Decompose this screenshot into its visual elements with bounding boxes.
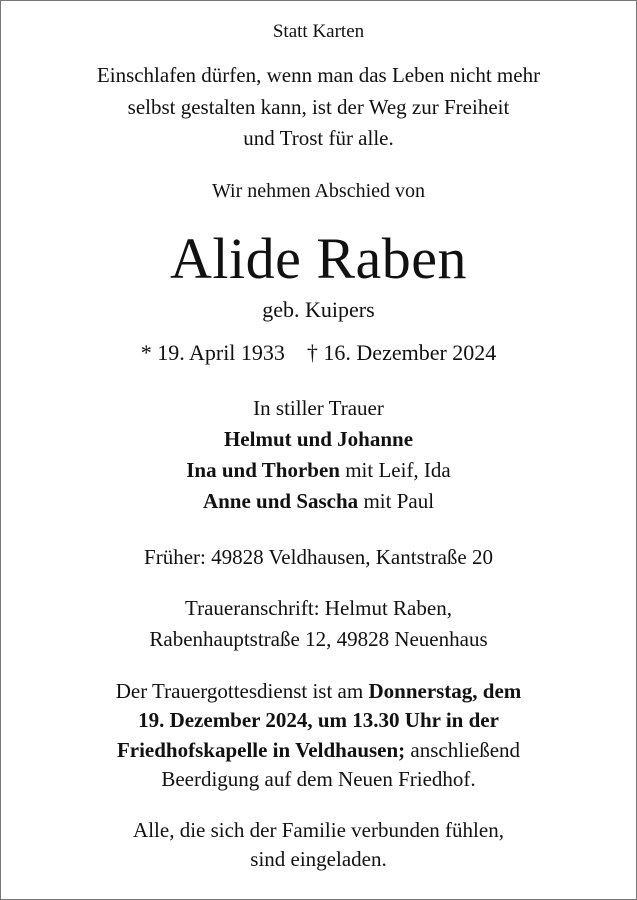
mourning-address-line-1: Traueranschrift: Helmut Raben, (185, 596, 452, 620)
service-line-3 (1, 740, 636, 761)
birth-date: * 19. April 1933 (140, 340, 285, 365)
mourner-names-1: Helmut und Johanne (223, 427, 414, 451)
deceased-name: Alide Raben (169, 226, 468, 291)
poem-line-2: selbst gestalten kann, ist der Weg zur Freiheit (127, 95, 510, 119)
service-line-1 (1, 681, 636, 702)
mourner-line-1 (1, 429, 636, 450)
poem-line-3: und Trost für alle. (243, 126, 394, 150)
life-dates (1, 342, 636, 364)
invitation-line-2: sind eingeladen. (250, 847, 387, 871)
service-location: Friedhofskapelle in Veldhausen; (116, 738, 406, 762)
mourner-names-2: Ina und Thorben (186, 458, 340, 482)
service-text-1: Der Trauergottesdienst ist am (115, 679, 369, 703)
mourner-line-2 (1, 460, 636, 481)
mourner-names-3: Anne und Sascha (202, 489, 359, 513)
service-text-3: anschließend (405, 738, 521, 762)
service-day: Donnerstag, dem (368, 679, 522, 703)
service-date-time: 19. Dezember 2024, um 13.30 Uhr in der (138, 708, 499, 732)
mourner-children-2: mit Leif, Ida (339, 458, 451, 482)
service-line-2 (1, 710, 636, 731)
invitation-line-1: Alle, die sich der Familie verbunden fühlen, (133, 818, 504, 842)
farewell-intro: Wir nehmen Abschied von (211, 180, 426, 202)
mourner-line-3 (1, 491, 636, 512)
birth-name: geb. Kuipers (262, 297, 375, 322)
mourners-intro: In stiller Trauer (253, 396, 384, 420)
mourner-children-3: mit Paul (358, 489, 435, 513)
header-text: Statt Karten (272, 21, 365, 42)
former-address: Früher: 49828 Veldhausen, Kantstraße 20 (144, 545, 493, 569)
death-date: † 16. Dezember 2024 (306, 340, 497, 365)
poem-line-1: Einschlafen dürfen, wenn man das Leben nicht mehr (96, 63, 541, 87)
mourning-address-line-2: Rabenhauptstraße 12, 49828 Neuenhaus (149, 627, 488, 651)
service-line-4: Beerdigung auf dem Neuen Friedhof. (161, 767, 476, 791)
